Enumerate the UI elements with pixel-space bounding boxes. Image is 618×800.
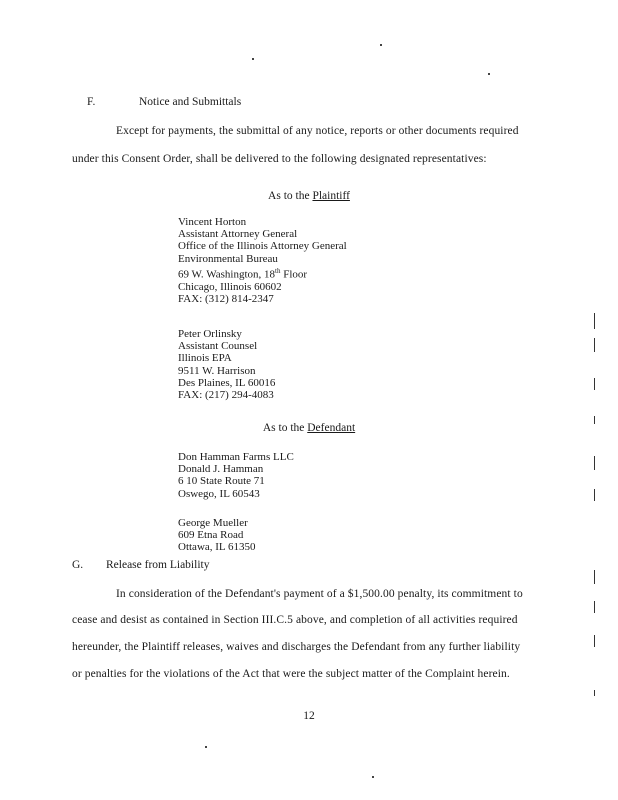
plaintiff-rep-1-address <box>178 216 347 305</box>
rep-street: 609 Etna Road <box>178 529 244 542</box>
plaintiff-heading-underlined: Plaintiff <box>312 190 350 202</box>
rep-name: Vincent Horton <box>178 216 247 228</box>
section-f-letter: F. <box>87 96 96 108</box>
rep-street: 6 10 State Route 71 <box>178 475 265 488</box>
rep-name: Donald J. Hamman <box>178 463 264 476</box>
section-g-para-line-3: hereunder, the Plaintiff releases, waives and discharges the Defendant from any further liability <box>72 641 521 653</box>
rep-title: Assistant Attorney General <box>178 228 298 241</box>
rep-name: George Mueller <box>178 517 248 529</box>
defendant-rep-2-address <box>178 517 256 554</box>
rep-street: 9511 W. Harrison <box>178 364 256 377</box>
defendant-heading: As to the Defendant <box>262 422 356 434</box>
rep-bureau: Environmental Bureau <box>178 252 278 265</box>
defendant-rep-1-address <box>178 451 294 500</box>
rep-fax: FAX: (312) 814-2347 <box>178 292 274 305</box>
section-g-title: Release from Liability <box>106 559 210 571</box>
rep-office: Office of the Illinois Attorney General <box>178 240 347 253</box>
section-f-para-line-1: Except for payments, the submittal of any notice, reports or other documents required <box>116 125 519 137</box>
margin-mark <box>594 338 595 352</box>
section-f-heading <box>87 96 241 108</box>
rep-fax: FAX: (217) 294-4083 <box>178 389 274 402</box>
margin-mark <box>594 690 595 696</box>
section-g-para-line-1: In consideration of the Defendant's payment of a $1,500.00 penalty, its commitment to <box>116 588 523 600</box>
section-g-para-line-4: or penalties for the violations of the Act that were the subject matter of the Complaint herein. <box>72 668 510 680</box>
rep-street: 69 W. Washington, 18th Floor <box>178 266 308 281</box>
rep-name: Peter Orlinsky <box>178 328 242 340</box>
rep-city: Ottawa, IL 61350 <box>178 541 256 554</box>
rep-title: Assistant Counsel <box>178 340 258 353</box>
scan-speck <box>372 776 374 778</box>
margin-mark <box>594 313 595 329</box>
section-g-para-line-2: cease and desist as contained in Section III.C.5 above, and completion of all activities required <box>72 614 518 626</box>
margin-mark <box>594 416 595 424</box>
scan-speck <box>488 73 490 75</box>
section-f-title: Notice and Submittals <box>139 96 242 108</box>
rep-org: Don Hamman Farms LLC <box>178 451 294 463</box>
margin-mark <box>594 601 595 613</box>
plaintiff-heading: As to the Plaintiff <box>268 190 350 202</box>
rep-city: Oswego, IL 60543 <box>178 487 260 500</box>
scan-speck <box>205 746 207 748</box>
margin-mark <box>594 456 595 470</box>
page-number: 12 <box>303 710 315 722</box>
defendant-heading-underlined: Defendant <box>307 422 356 434</box>
scan-speck <box>252 58 254 60</box>
section-f-para-line-2: under this Consent Order, shall be delivered to the following designated representatives: <box>72 153 487 165</box>
section-g-heading <box>72 559 209 571</box>
margin-mark <box>594 570 595 584</box>
margin-mark <box>594 635 595 647</box>
section-g-letter: G. <box>72 559 84 571</box>
margin-mark <box>594 378 595 390</box>
scan-speck <box>380 44 382 46</box>
rep-city: Chicago, Illinois 60602 <box>178 280 282 293</box>
plaintiff-rep-2-address <box>178 328 275 401</box>
rep-org: Illinois EPA <box>178 352 232 365</box>
margin-mark <box>594 489 595 501</box>
rep-city: Des Plaines, IL 60016 <box>178 376 276 389</box>
